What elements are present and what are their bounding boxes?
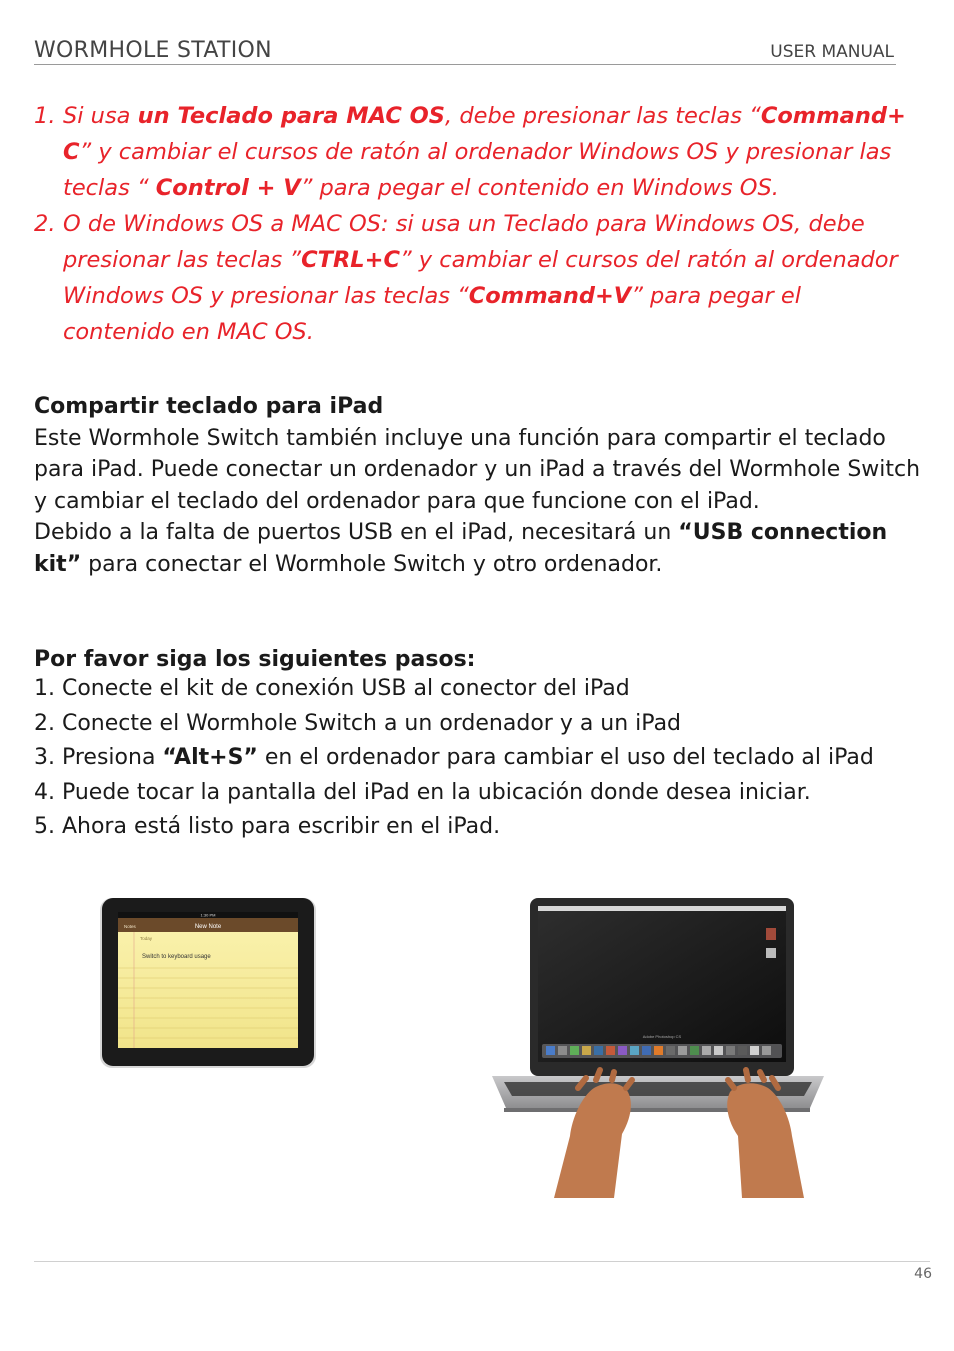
- step-text: 4. Puede tocar la pantalla del iPad en la ubicación donde desea iniciar.: [34, 779, 811, 805]
- instruction-text: Si usa: [63, 103, 138, 129]
- dock-label: Adobe Photoshop CS: [642, 1034, 682, 1039]
- instruction-text: O de Windows OS a MAC OS: si usa un Teclado para Windows OS, debe presionar las teclas ”: [63, 211, 865, 273]
- ipad-section: [34, 391, 924, 580]
- key-combo: un Teclado para MAC OS: [137, 103, 446, 129]
- laptop-image: [492, 898, 824, 1198]
- footer-divider: [34, 1261, 930, 1262]
- ipad-and-laptop-illustration: [34, 882, 924, 1198]
- instruction-item: [34, 98, 914, 206]
- key-combo: Command+ C: [63, 103, 906, 165]
- key-combo: CTRL+C: [301, 247, 400, 273]
- step-text: en el ordenador para cambiar el uso del teclado al iPad: [257, 745, 874, 770]
- step-item: [34, 810, 939, 845]
- ipad-status-time: 1:30 PM: [200, 912, 216, 918]
- step-text: 5. Ahora está listo para escribir en el iPad.: [34, 814, 501, 839]
- instruction-text: ” y cambiar el cursos de ratón al ordenador Windows OS y presionar las teclas “: [63, 139, 892, 201]
- page-header: [34, 36, 896, 65]
- step-text: 2. Conecte el Wormhole Switch a un ordenador y a un iPad: [34, 710, 682, 736]
- step-text: 3. Presiona: [34, 745, 163, 770]
- page-number: 46: [914, 1266, 932, 1282]
- header-title: WORMHOLE STATION: [34, 38, 272, 63]
- steps-heading: Por favor siga los siguientes pasos:: [34, 647, 476, 672]
- step-text: 1. Conecte el kit de conexión USB al conector del iPad: [34, 676, 630, 701]
- key-combo: Control + V: [155, 175, 301, 201]
- instruction-list: [34, 98, 914, 350]
- instruction-text: , debe presionar las teclas “: [445, 103, 761, 129]
- instruction-item: [34, 206, 914, 350]
- ipad-image: [100, 898, 316, 1068]
- illustration: [34, 882, 924, 1198]
- key-combo: Command+V: [468, 283, 632, 309]
- section-paragraph-2: Debido a la falta de puertos USB en el iPad, necesitará un “USB connection kit” para conectar el Wormhole Switch y otro ordenador.: [34, 520, 888, 577]
- step-item: [34, 672, 939, 707]
- step-item: [34, 741, 939, 776]
- section-paragraph-1: Este Wormhole Switch también incluye una función para compartir el teclado para iPad. Puede conectar un ordenador y un iPad a través del Wormhole Switch y cambiar el teclado del ordenador para que funcione con el iPad.: [34, 425, 921, 514]
- step-item: [34, 776, 939, 811]
- section-heading: Compartir teclado para iPad: [34, 394, 384, 419]
- instruction-number: 2.: [34, 211, 56, 237]
- steps-list: [34, 672, 939, 845]
- instruction-text: ” y cambiar el cursos del ratón al ordenador Windows OS y presionar las teclas “: [63, 247, 898, 309]
- ipad-note-date: Today: [140, 936, 153, 941]
- ipad-note-text: Switch to keyboard usage: [142, 954, 211, 960]
- step-item: [34, 707, 939, 742]
- instruction-text: ” para pegar el contenido en MAC OS.: [63, 283, 801, 345]
- step-key-combo: “Alt+S”: [162, 745, 258, 770]
- instruction-text: ” para pegar el contenido en Windows OS.: [300, 175, 779, 201]
- ipad-nav-left: Notes: [124, 924, 136, 929]
- header-subtitle: USER MANUAL: [770, 42, 894, 62]
- ipad-nav-title: New Note: [194, 924, 222, 930]
- instruction-number: 1.: [34, 103, 56, 129]
